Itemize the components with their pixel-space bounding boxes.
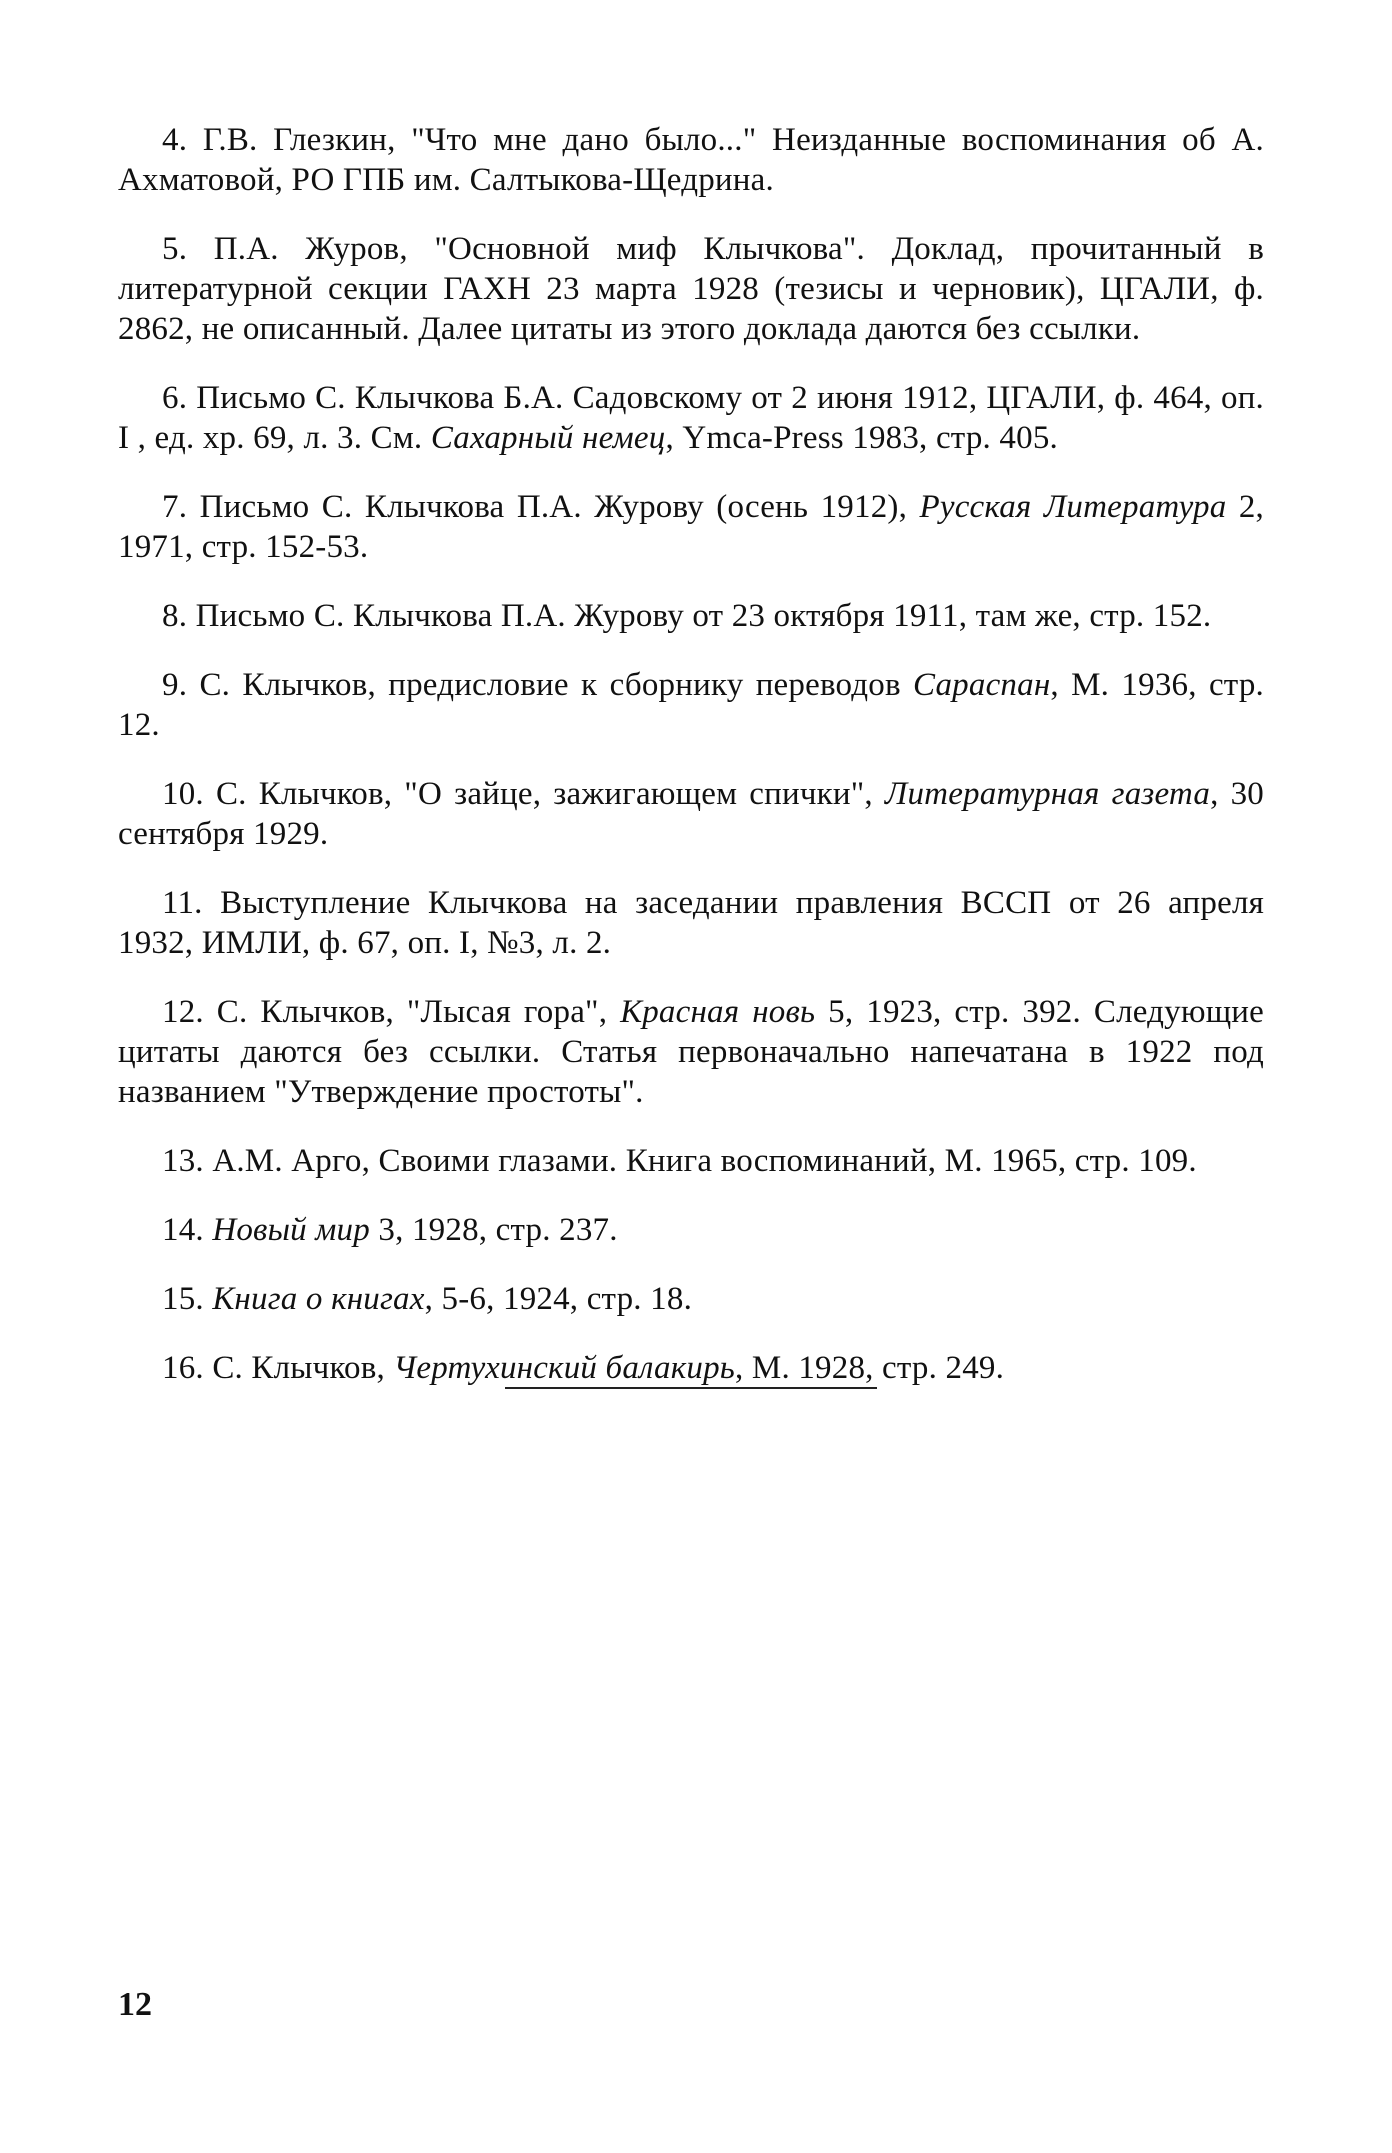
footnote-text: , М. 1936, стр. 12. [118, 667, 1264, 743]
footnote-number: 9. [162, 667, 188, 703]
footnote-text: С. Клычков, "Лысая гора", [216, 994, 621, 1030]
footnote-title-italic: Новый мир [212, 1212, 370, 1248]
footnote-number: 6. [162, 380, 188, 416]
footnote-text: Письмо С. Клычкова Б.А. Садовскому от 2 июня 1912, ЦГАЛИ, ф. 464, оп. I , ед. хр. 69, л. 3. См. [118, 380, 1265, 456]
footnote-item [118, 120, 1264, 200]
footnote-item [118, 665, 1264, 745]
footnote-number: 10. [162, 776, 204, 812]
footnote-text: А.М. Арго, Своими глазами. Книга воспоминаний, М. 1965, стр. 109. [212, 1143, 1197, 1179]
footnote-item [118, 487, 1264, 567]
footnote-text: С. Клычков, [212, 1350, 394, 1386]
footnote-text: Письмо С. Клычкова П.А. Журову от 23 октября 1911, там же, стр. 152. [195, 598, 1212, 634]
footnote-number: 13. [162, 1143, 204, 1179]
footnote-number: 4. [162, 122, 188, 158]
footnote-title-italic: Русская Литература [919, 489, 1227, 525]
footnote-text: Выступление Клычкова на заседании правления ВССП от 26 апреля 1932, ИМЛИ, ф. 67, оп. I, №3, л. 2. [118, 885, 1264, 961]
footnote-text: П.А. Журов, "Основной миф Клычкова". Доклад, прочитанный в литературной секции ГАХН 23 марта 1928 (тезисы и черновик), ЦГАЛИ, ф. 2862, не описанный. Далее цитаты из этого доклада даются без ссылки. [118, 231, 1265, 347]
footnote-text: 2, 1971, стр. 152-53. [118, 489, 1265, 565]
footnote-text: Письмо С. Клычкова П.А. Журову (осень 1912), [199, 489, 920, 525]
footnote-item [118, 992, 1264, 1112]
footnote-item [118, 1279, 1264, 1319]
footnote-title-italic: Сараспан [913, 667, 1051, 703]
footnote-text: , 5-6, 1924, стр. 18. [424, 1281, 693, 1317]
footnote-title-italic: Сахарный немец [430, 420, 666, 456]
footnote-item [118, 883, 1264, 963]
footnotes-list [118, 120, 1264, 1417]
footnote-text: С. Клычков, предисловие к сборнику переводов [199, 667, 914, 703]
footnote-number: 15. [162, 1281, 204, 1317]
end-rule [505, 1387, 877, 1389]
footnote-item [118, 378, 1264, 458]
footnote-item [118, 229, 1264, 349]
footnote-item [118, 1348, 1264, 1388]
footnote-text: 3, 1928, стр. 237. [369, 1212, 618, 1248]
footnote-title-italic: Красная новь [620, 994, 816, 1030]
footnote-item [118, 596, 1264, 636]
footnote-text: , 30 сентября 1929. [118, 776, 1264, 852]
footnote-text: 5, 1923, стр. 392. Следующие цитаты даются без ссылки. Статья первоначально напечатана в 1922 под названием "Утверждение простоты". [118, 994, 1265, 1110]
page-number: 12 [118, 1986, 152, 2023]
footnote-title-italic: Книга о книгах [212, 1281, 425, 1317]
footnote-number: 5. [162, 231, 188, 267]
footnote-text: Г.В. Глезкин, "Что мне дано было..." Неизданные воспоминания об А. Ахматовой, РО ГПБ им. Салтыкова-Щедрина. [118, 122, 1264, 198]
footnote-number: 8. [162, 598, 188, 634]
footnote-number: 14. [162, 1212, 204, 1248]
footnote-number: 11. [162, 885, 203, 921]
footnote-item [118, 1141, 1264, 1181]
footnote-title-italic: Чертухинский балакирь [393, 1350, 735, 1386]
footnote-item [118, 1210, 1264, 1250]
footnote-number: 16. [162, 1350, 204, 1386]
footnote-text: С. Клычков, "О зайце, зажигающем спички", [215, 776, 885, 812]
footnote-text: , М. 1928, стр. 249. [735, 1350, 1005, 1386]
footnote-item [118, 774, 1264, 854]
footnote-number: 12. [162, 994, 204, 1030]
footnote-title-italic: Литературная газета [884, 776, 1211, 812]
footnote-number: 7. [162, 489, 188, 525]
footnote-text: , Ymca-Press 1983, стр. 405. [665, 420, 1058, 456]
